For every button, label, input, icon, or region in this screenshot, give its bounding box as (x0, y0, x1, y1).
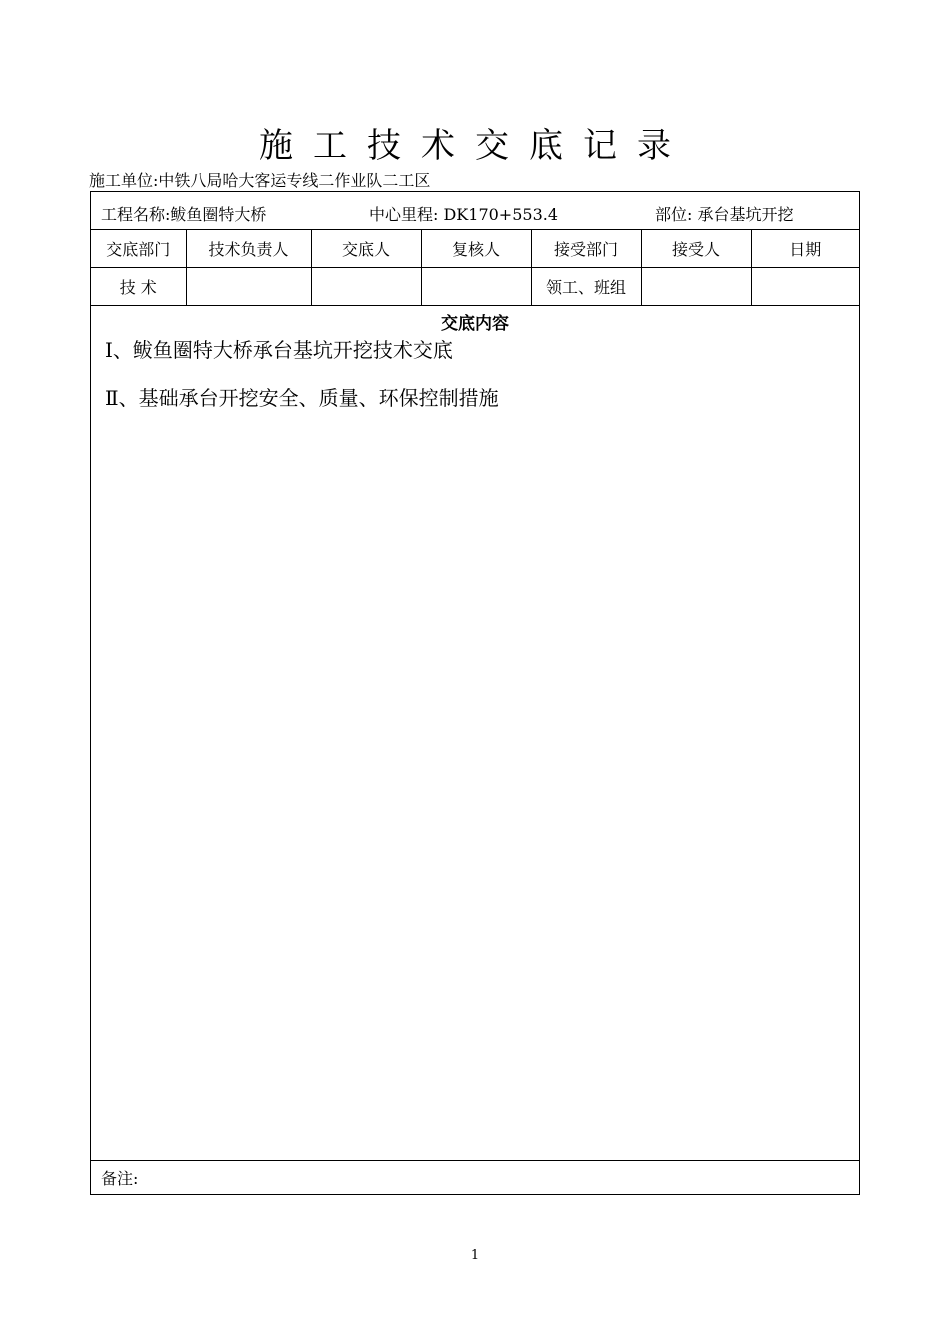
table-row (91, 268, 859, 306)
table-cell (186, 268, 311, 306)
table-cell (311, 268, 421, 306)
work-part: 部位: 承台基坑开挖 (655, 205, 794, 224)
table-cell (421, 268, 531, 306)
header-cell: 接受部门 (531, 230, 641, 268)
table-cell: 技 术 (91, 268, 186, 306)
header-cell: 接受人 (641, 230, 751, 268)
table-cell (751, 268, 859, 306)
header-cell: 交底部门 (91, 230, 186, 268)
table-header-row (91, 230, 859, 268)
record-form (90, 191, 860, 1195)
header-cell: 日期 (751, 230, 859, 268)
remarks-row (91, 1160, 859, 1194)
header-cell: 技术负责人 (186, 230, 311, 268)
document-title: 施工技术交底记录 (259, 126, 691, 166)
center-mileage: 中心里程: DK170+553.4 (369, 205, 559, 224)
header-cell: 复核人 (421, 230, 531, 268)
table-cell (641, 268, 751, 306)
header-cell: 交底人 (311, 230, 421, 268)
content-item-2: Ⅱ、基础承台开挖安全、质量、环保控制措施 (105, 386, 499, 410)
project-name: 工程名称:鲅鱼圈特大桥 (101, 205, 267, 224)
project-info-row (91, 192, 859, 230)
remarks-label: 备注: (101, 1169, 139, 1188)
content-item-1: Ⅰ、鲅鱼圈特大桥承台基坑开挖技术交底 (105, 338, 453, 362)
page-number: 1 (470, 1248, 480, 1263)
signoff-table (91, 230, 859, 306)
construction-unit: 施工单位:中铁八局哈大客运专线二作业队二工区 (89, 171, 431, 190)
table-cell: 领工、班组 (531, 268, 641, 306)
content-heading: 交底内容 (441, 314, 509, 334)
